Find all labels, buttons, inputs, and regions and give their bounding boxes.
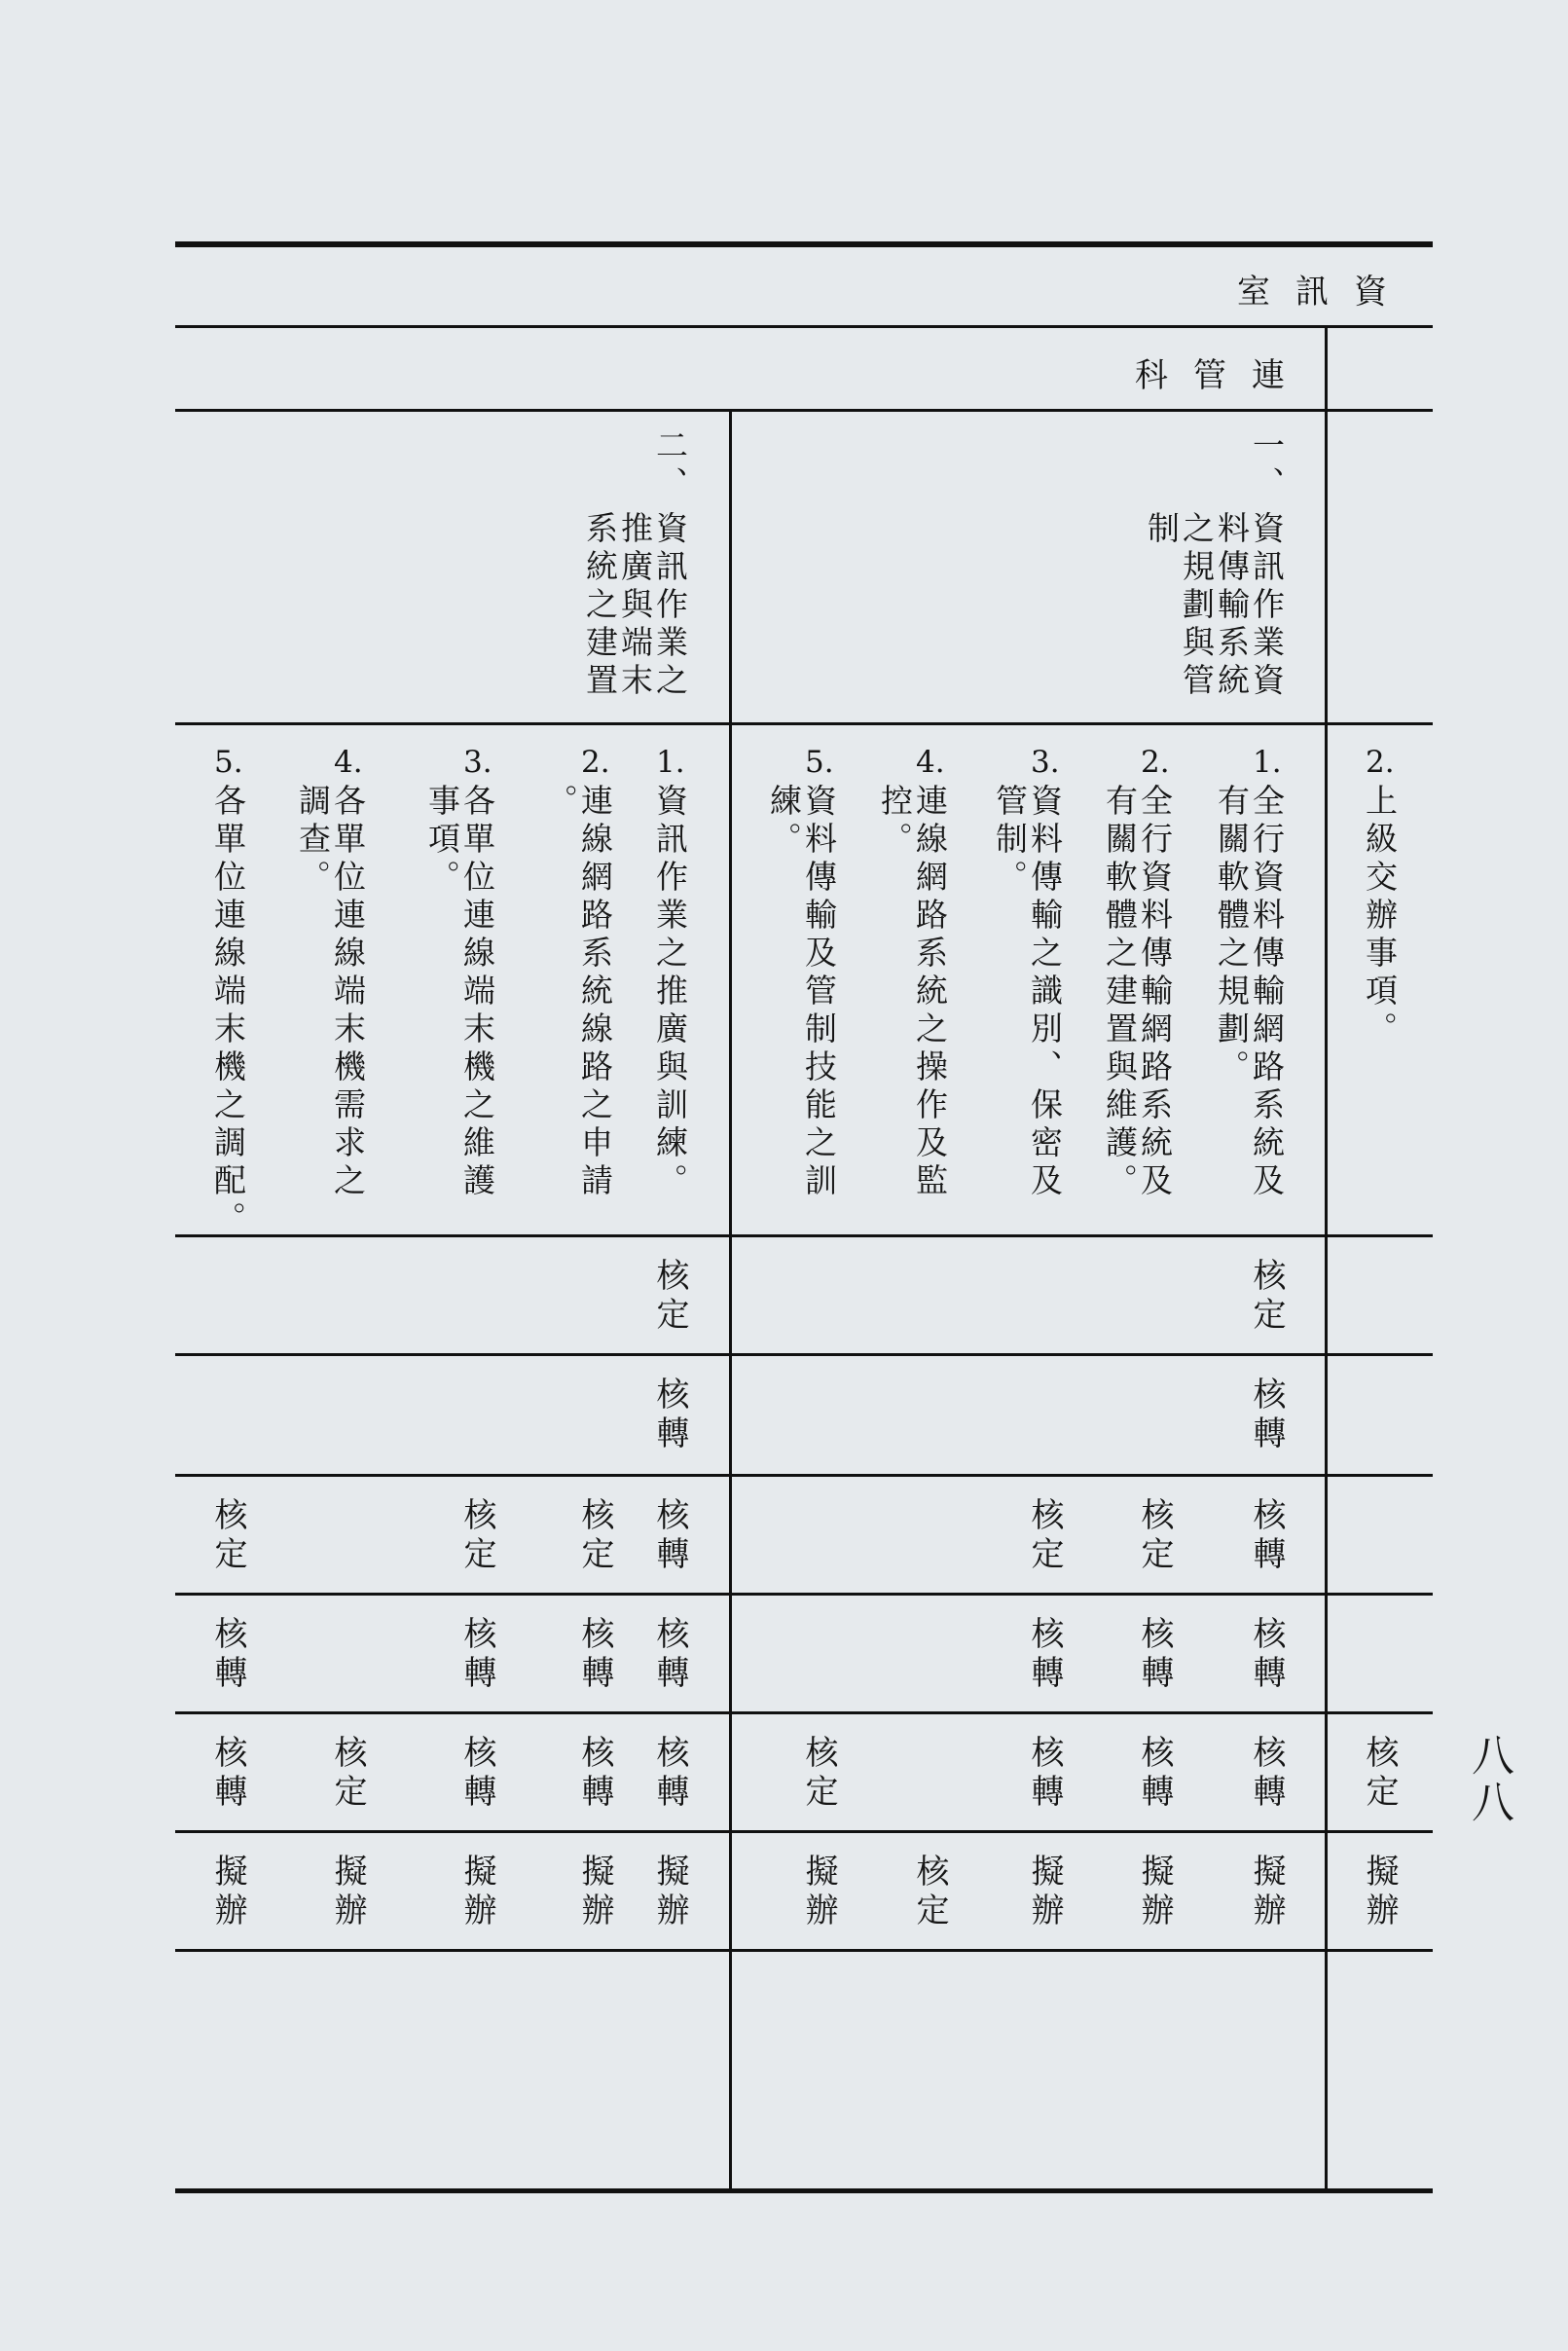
column-divider	[1325, 327, 1328, 2190]
item-number: 2.	[1366, 745, 1395, 780]
item-text: 全行資料傳輸網路系統及	[1248, 784, 1286, 1201]
item-number: 4.	[916, 745, 945, 780]
section-title: 連管科	[1135, 356, 1310, 395]
item-text: 各單位連線端末機之調配。	[209, 784, 247, 1239]
item-number: 5.	[805, 745, 834, 780]
authority-cell: 核轉	[1247, 1497, 1286, 1575]
authority-cell: 核轉	[650, 1616, 689, 1694]
item-text: 資料傳輸及管制技能之訓	[800, 784, 838, 1201]
item-text: 有關軟體之建置與維護。	[1101, 784, 1139, 1201]
office-title: 資訊室	[1237, 273, 1412, 312]
authority-cell: 核轉	[1247, 1616, 1286, 1694]
authority-cell: 核轉	[1135, 1616, 1174, 1694]
rule	[175, 1234, 1433, 1237]
rule	[175, 1474, 1433, 1477]
section-title-text: 系統之建置	[581, 511, 619, 701]
item-number: 4.	[334, 745, 363, 780]
rule	[175, 1711, 1433, 1714]
section-marker: 一、	[1248, 428, 1286, 504]
rule	[175, 1949, 1433, 1952]
authority-cell: 擬辦	[575, 1854, 614, 1931]
item-number: 3.	[463, 745, 492, 780]
item-text: 調查。	[294, 784, 332, 898]
item-number: 1.	[656, 745, 685, 780]
authority-cell: 核轉	[1247, 1735, 1286, 1813]
authority-cell: 核定	[1247, 1258, 1286, 1336]
item-text: 全行資料傳輸網路系統及	[1136, 784, 1174, 1201]
authority-cell: 核轉	[650, 1497, 689, 1575]
authority-cell: 核轉	[457, 1735, 496, 1813]
section-title-text: 資訊作業資	[1248, 511, 1286, 701]
authority-cell: 擬辦	[1135, 1854, 1174, 1931]
item-text: 事項。	[423, 784, 461, 898]
item-number: 3.	[1031, 745, 1060, 780]
section-title-text: 資訊作業之	[651, 511, 689, 701]
authority-cell: 核轉	[650, 1377, 689, 1454]
item-number: 1.	[1253, 745, 1282, 780]
rule	[175, 722, 1433, 725]
authority-cell: 核轉	[575, 1735, 614, 1813]
item-text: 連線網路系統線路之申請	[576, 784, 614, 1201]
authority-cell: 擬辦	[799, 1854, 838, 1931]
authority-cell: 核定	[1025, 1497, 1064, 1575]
authority-cell: 核轉	[457, 1616, 496, 1694]
authority-cell: 擬辦	[1360, 1854, 1399, 1931]
authority-cell: 核轉	[650, 1735, 689, 1813]
item-number: 5.	[214, 745, 243, 780]
item-text: 資訊作業之推廣與訓練。	[651, 784, 689, 1201]
section-title-text: 料傳輸系統	[1213, 511, 1251, 701]
item-text: 各單位連線端末機需求之	[329, 784, 367, 1201]
authority-cell: 核定	[575, 1497, 614, 1575]
item-number: 2.	[1141, 745, 1170, 780]
item-text: 。	[541, 784, 579, 822]
rule	[175, 409, 1433, 412]
authority-cell: 擬辦	[1025, 1854, 1064, 1931]
authority-cell: 核轉	[1025, 1616, 1064, 1694]
rule	[175, 1353, 1433, 1356]
authority-cell: 核轉	[1247, 1377, 1286, 1454]
section-marker: 二、	[651, 428, 689, 504]
authority-cell: 擬辦	[457, 1854, 496, 1931]
item-text: 練。	[765, 784, 803, 860]
authority-cell: 核轉	[208, 1735, 247, 1813]
authority-cell: 核定	[328, 1735, 367, 1813]
authority-cell: 擬辦	[208, 1854, 247, 1931]
authority-cell: 核轉	[1135, 1735, 1174, 1813]
item-number: 2.	[581, 745, 610, 780]
item-text: 上級交辦事項。	[1361, 784, 1399, 1049]
rule	[175, 1830, 1433, 1833]
item-text: 連線網路系統之操作及監	[911, 784, 949, 1201]
item-text: 各單位連線端末機之維護	[458, 784, 496, 1201]
column-divider	[729, 410, 732, 2190]
section-title-text: 之規劃與管	[1178, 511, 1216, 701]
item-text: 資料傳輸之識別、保密及	[1026, 784, 1064, 1201]
authority-cell: 擬辦	[650, 1854, 689, 1931]
authority-cell: 擬辦	[328, 1854, 367, 1931]
authority-cell: 核定	[1135, 1497, 1174, 1575]
item-text: 控。	[876, 784, 914, 860]
authority-cell: 核轉	[575, 1616, 614, 1694]
rule	[175, 325, 1433, 328]
authority-cell: 核定	[910, 1854, 949, 1931]
top-rule	[175, 241, 1433, 247]
section-title-text: 推廣與端末	[616, 511, 654, 701]
authority-cell: 核轉	[208, 1616, 247, 1694]
item-text: 管制。	[991, 784, 1029, 898]
authority-cell: 核定	[1360, 1735, 1399, 1813]
authority-cell: 擬辦	[1247, 1854, 1286, 1931]
item-text: 有關軟體之規劃。	[1213, 784, 1251, 1087]
authority-cell: 核轉	[1025, 1735, 1064, 1813]
authority-cell: 核定	[457, 1497, 496, 1575]
section-title-text: 制	[1143, 511, 1181, 549]
rule	[175, 1593, 1433, 1596]
authority-cell: 核定	[208, 1497, 247, 1575]
page-number: 八八	[1464, 1733, 1513, 1826]
bottom-rule	[175, 2188, 1433, 2193]
authority-cell: 核定	[799, 1735, 838, 1813]
authority-cell: 核定	[650, 1258, 689, 1336]
